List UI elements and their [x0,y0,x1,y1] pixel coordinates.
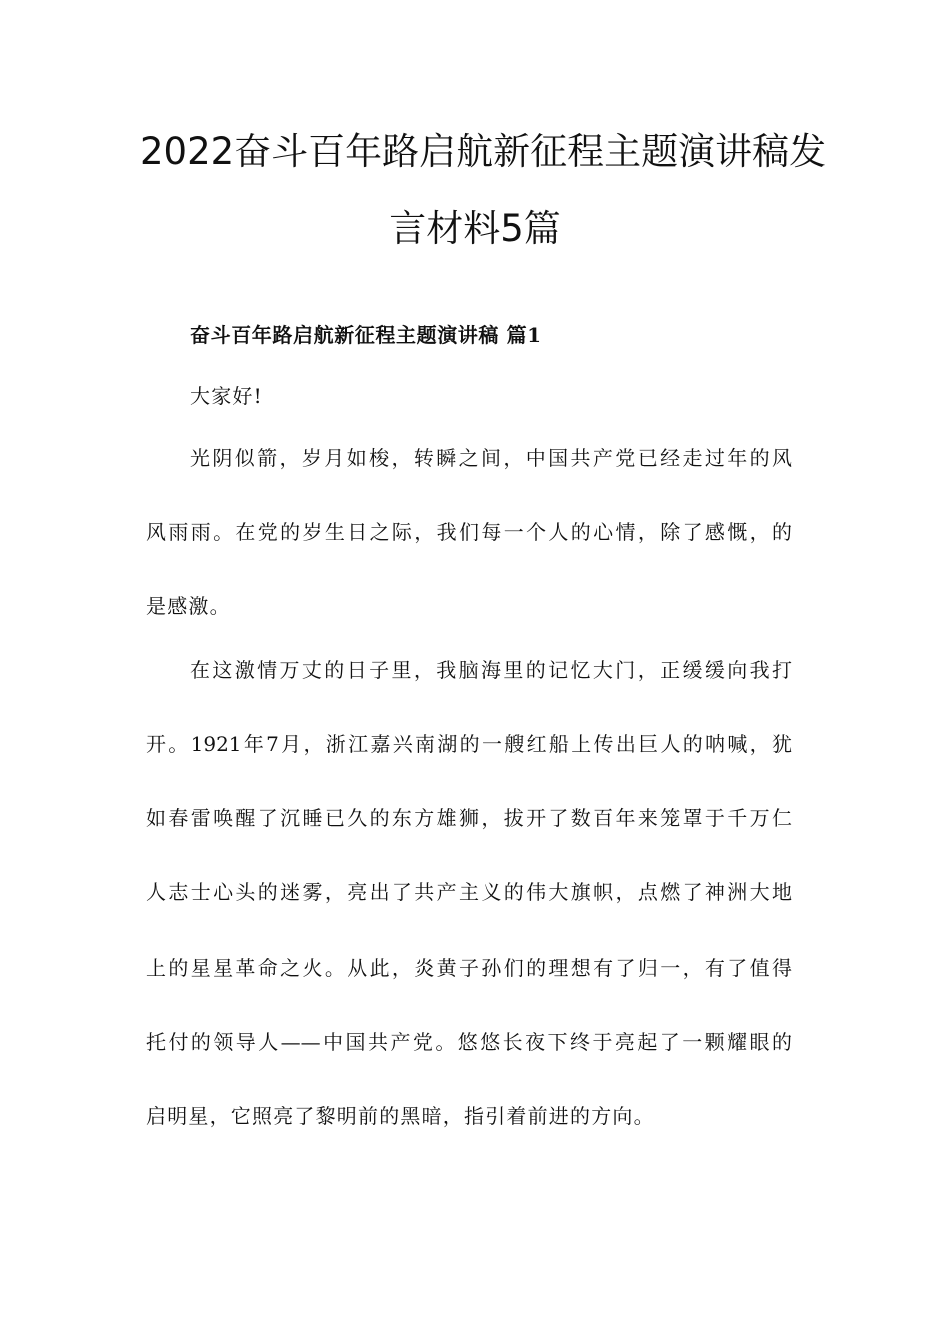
paragraph-2-line-7: 启明星，它照亮了黎明前的黑暗，指引着前进的方向。 [146,1104,655,1128]
paragraph-1-line-3: 是感激。 [146,594,231,618]
document-title-line-2: 言材料5篇 [389,207,561,250]
paragraph-2-line-3: 如春雷唤醒了沉睡已久的东方雄狮，拔开了数百年来笼罩于千万仁 [146,806,792,830]
paragraph-1-line-2: 风雨雨。在党的岁生日之际，我们每一个人的心情，除了感慨，的 [146,520,792,544]
paragraph-2-line-6: 托付的领导人——中国共产党。悠悠长夜下终于亮起了一颗耀眼的 [146,1030,792,1054]
paragraph-2-line-5: 上的星星革命之火。从此，炎黄子孙们的理想有了归一，有了值得 [146,956,792,980]
paragraph-2-line-1: 在这激情万丈的日子里，我脑海里的记忆大门，正缓缓向我打 [190,658,792,682]
section-heading: 奋斗百年路启航新征程主题演讲稿 篇1 [190,323,542,347]
greeting-line: 大家好! [190,384,263,408]
paragraph-2-line-4: 人志士心头的迷雾，亮出了共产主义的伟大旗帜，点燃了神洲大地 [146,880,792,904]
paragraph-2-line-2: 开。1921年7月，浙江嘉兴南湖的一艘红船上传出巨人的呐喊，犹 [146,732,792,756]
paragraph-1-line-1: 光阴似箭，岁月如梭，转瞬之间，中国共产党已经走过年的风 [190,446,792,470]
document-title-line-1: 2022奋斗百年路启航新征程主题演讲稿发 [140,130,827,173]
